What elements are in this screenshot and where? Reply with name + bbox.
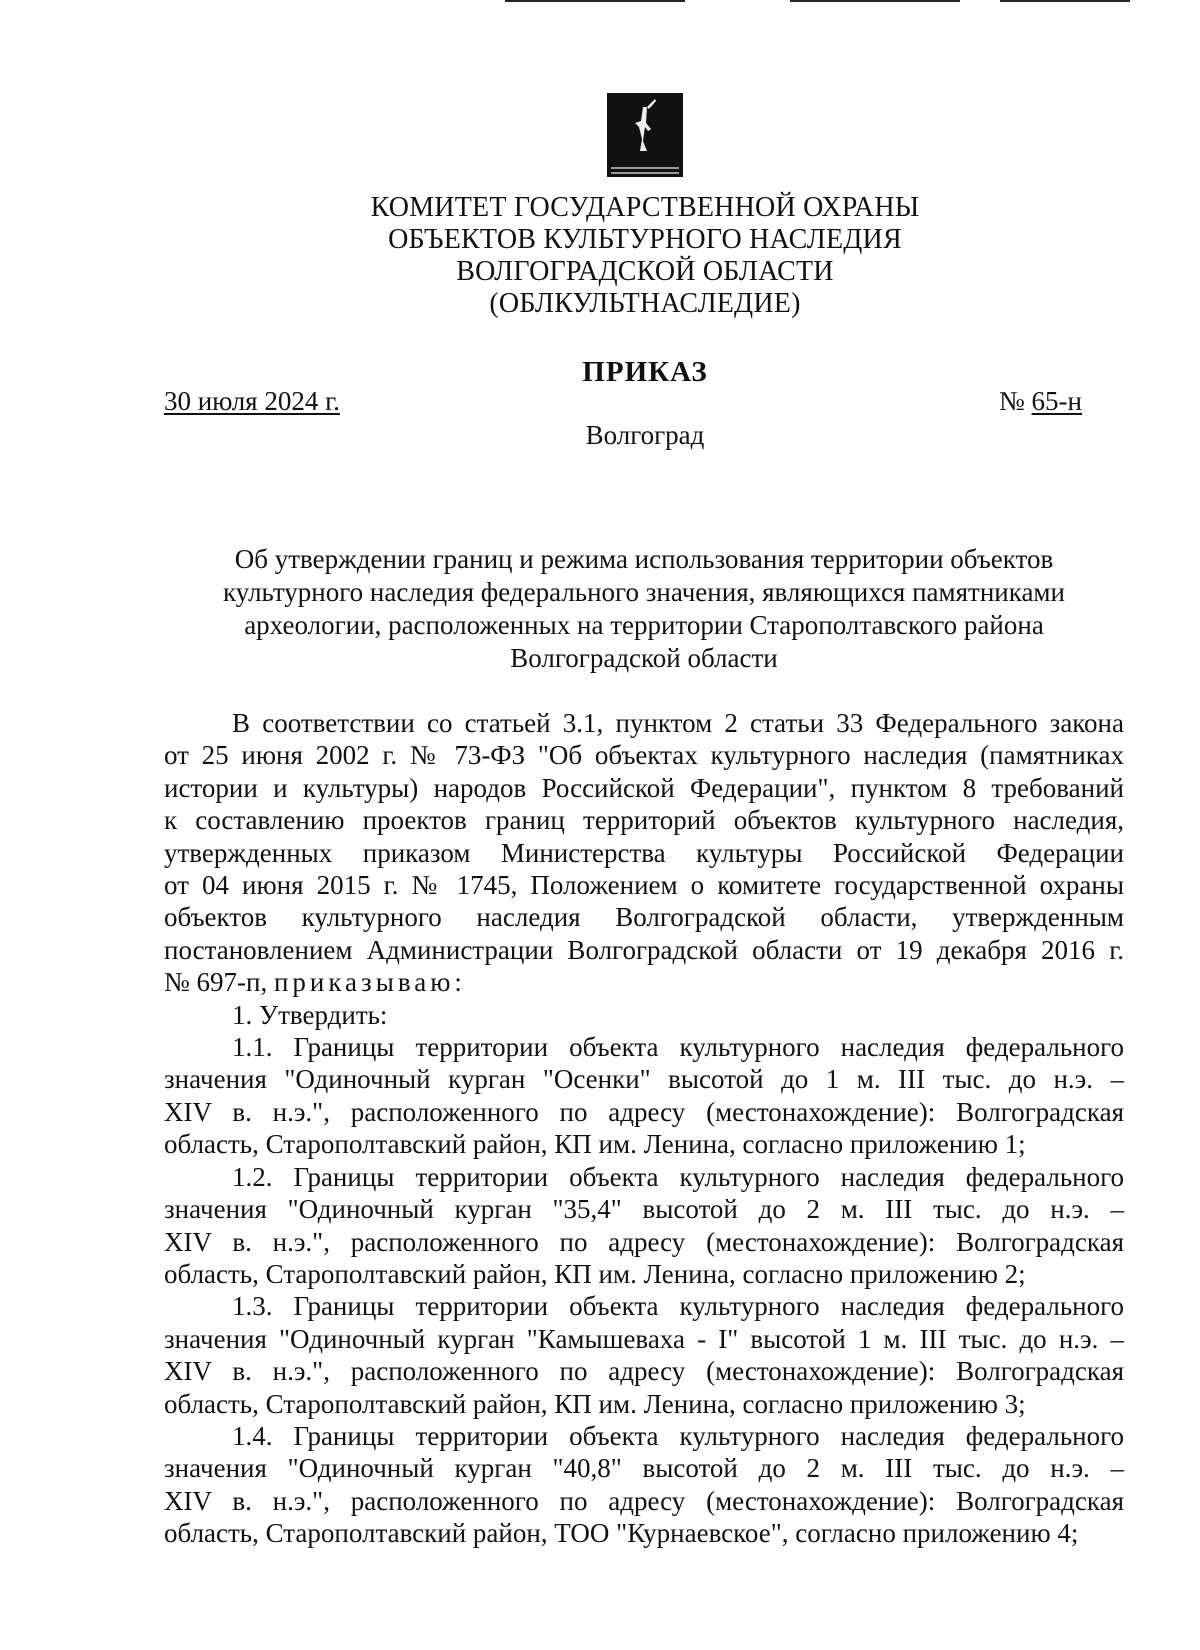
text-line: XIV в. н.э.", расположенного по адресу (местонахождение): Волгоградская (164, 1096, 1124, 1127)
text-line: область, Старополтавский район, КП им. Ленина, согласно приложению 3; (164, 1388, 1026, 1419)
document-title (164, 543, 1124, 675)
text-line: к составлению проектов границ территорий объектов культурного наследия, (164, 805, 1124, 836)
title-line: археологии, расположенных на территории Старополтавского района (244, 610, 1044, 640)
text-line: область, Старополтавский район, КП им. Ленина, согласно приложению 1; (164, 1129, 1026, 1160)
text-line: область, Старополтавский район, ТОО "Курнаевское", согласно приложению 4; (164, 1518, 1079, 1549)
text-line: XIV в. н.э.", расположенного по адресу (местонахождение): Волгоградская (164, 1356, 1124, 1387)
org-name-line: ВОЛГОГРАДСКОЙ ОБЛАСТИ (456, 256, 834, 287)
scan-artifact-line (1000, 0, 1130, 2)
item-1-2 (164, 1161, 1124, 1291)
document-date: 30 июля 2024 г. (164, 386, 340, 416)
item-1-3 (164, 1290, 1124, 1420)
text-line: В соответствии со статьей 3.1, пунктом 2 статьи 33 Федерального закона (232, 708, 1124, 738)
number-value: 65-н (1031, 386, 1082, 416)
text-line: XIV в. н.э.", расположенного по адресу (местонахождение): Волгоградская (164, 1485, 1124, 1516)
title-line: Волгоградской области (510, 643, 778, 673)
coat-of-arms-icon (607, 93, 683, 177)
text-line: XIV в. н.э.", расположенного по адресу (местонахождение): Волгоградская (164, 1226, 1124, 1257)
text-line: значения "Одиночный курган "Камышеваха - I" высотой 1 м. III тыс. до н.э. – (164, 1323, 1124, 1354)
scan-artifact-line (505, 0, 685, 2)
organization-header (0, 192, 1200, 320)
order-word: приказываю: (273, 967, 466, 998)
text-line: область, Старополтавский район, КП им. Ленина, согласно приложению 2; (164, 1258, 1026, 1289)
title-line: культурного наследия федерального значения, являющихся памятниками (223, 577, 1065, 607)
title-line: Об утверждении границ и режима использования территории объектов (234, 544, 1054, 574)
document-body (164, 707, 1124, 1550)
text-line: от 04 июня 2015 г. № 1745, Положением о комитете государственной охраны (164, 870, 1124, 901)
text-line: значения "Одиночный курган "40,8" высотой до 2 м. III тыс. до н.э. – (164, 1453, 1124, 1484)
text-line: объектов культурного наследия Волгоградской области, утвержденным (164, 902, 1124, 933)
text-line: 1.3. Границы территории объекта культурного наследия федерального (232, 1291, 1124, 1322)
text-line: 1.1. Границы территории объекта культурного наследия федерального (232, 1032, 1124, 1063)
text-line: значения "Одиночный курган "35,4" высотой до 2 м. III тыс. до н.э. – (164, 1194, 1124, 1225)
text-line (164, 966, 1124, 998)
text-line: значения "Одиночный курган "Осенки" высотой до 1 м. III тыс. до н.э. – (164, 1064, 1124, 1095)
org-name-line: КОМИТЕТ ГОСУДАРСТВЕННОЙ ОХРАНЫ (370, 192, 920, 223)
text-line: утвержденных приказом Министерства культуры Российской Федерации (164, 837, 1124, 868)
document-city: Волгоград (585, 420, 705, 450)
preamble-paragraph (164, 707, 1124, 999)
org-name-line: ОБЪЕКТОВ КУЛЬТУРНОГО НАСЛЕДИЯ (388, 224, 902, 255)
text-line: постановлением Администрации Волгоградской области от 19 декабря 2016 г. (164, 934, 1124, 965)
text-line: 1.4. Границы территории объекта культурного наследия федерального (232, 1420, 1124, 1451)
number-sign: № (999, 386, 1025, 416)
document-type: ПРИКАЗ (582, 356, 708, 388)
text-line: 1.2. Границы территории объекта культурного наследия федерального (232, 1161, 1124, 1192)
item-1: 1. Утвердить: (232, 999, 388, 1030)
order-ref: № 697-п, (164, 967, 268, 998)
text-line: истории и культуры) народов Российской Федерации", пунктом 8 требований (164, 772, 1124, 803)
text-line: от 25 июня 2002 г. № 73-ФЗ "Об объектах культурного наследия (памятниках (164, 740, 1124, 771)
org-short-name: (ОБЛКУЛЬТНАСЛЕДИЕ) (489, 288, 801, 319)
scan-artifact-line (790, 0, 960, 2)
document-number (999, 386, 1082, 417)
item-1-4 (164, 1420, 1124, 1550)
item-1-1 (164, 1031, 1124, 1161)
